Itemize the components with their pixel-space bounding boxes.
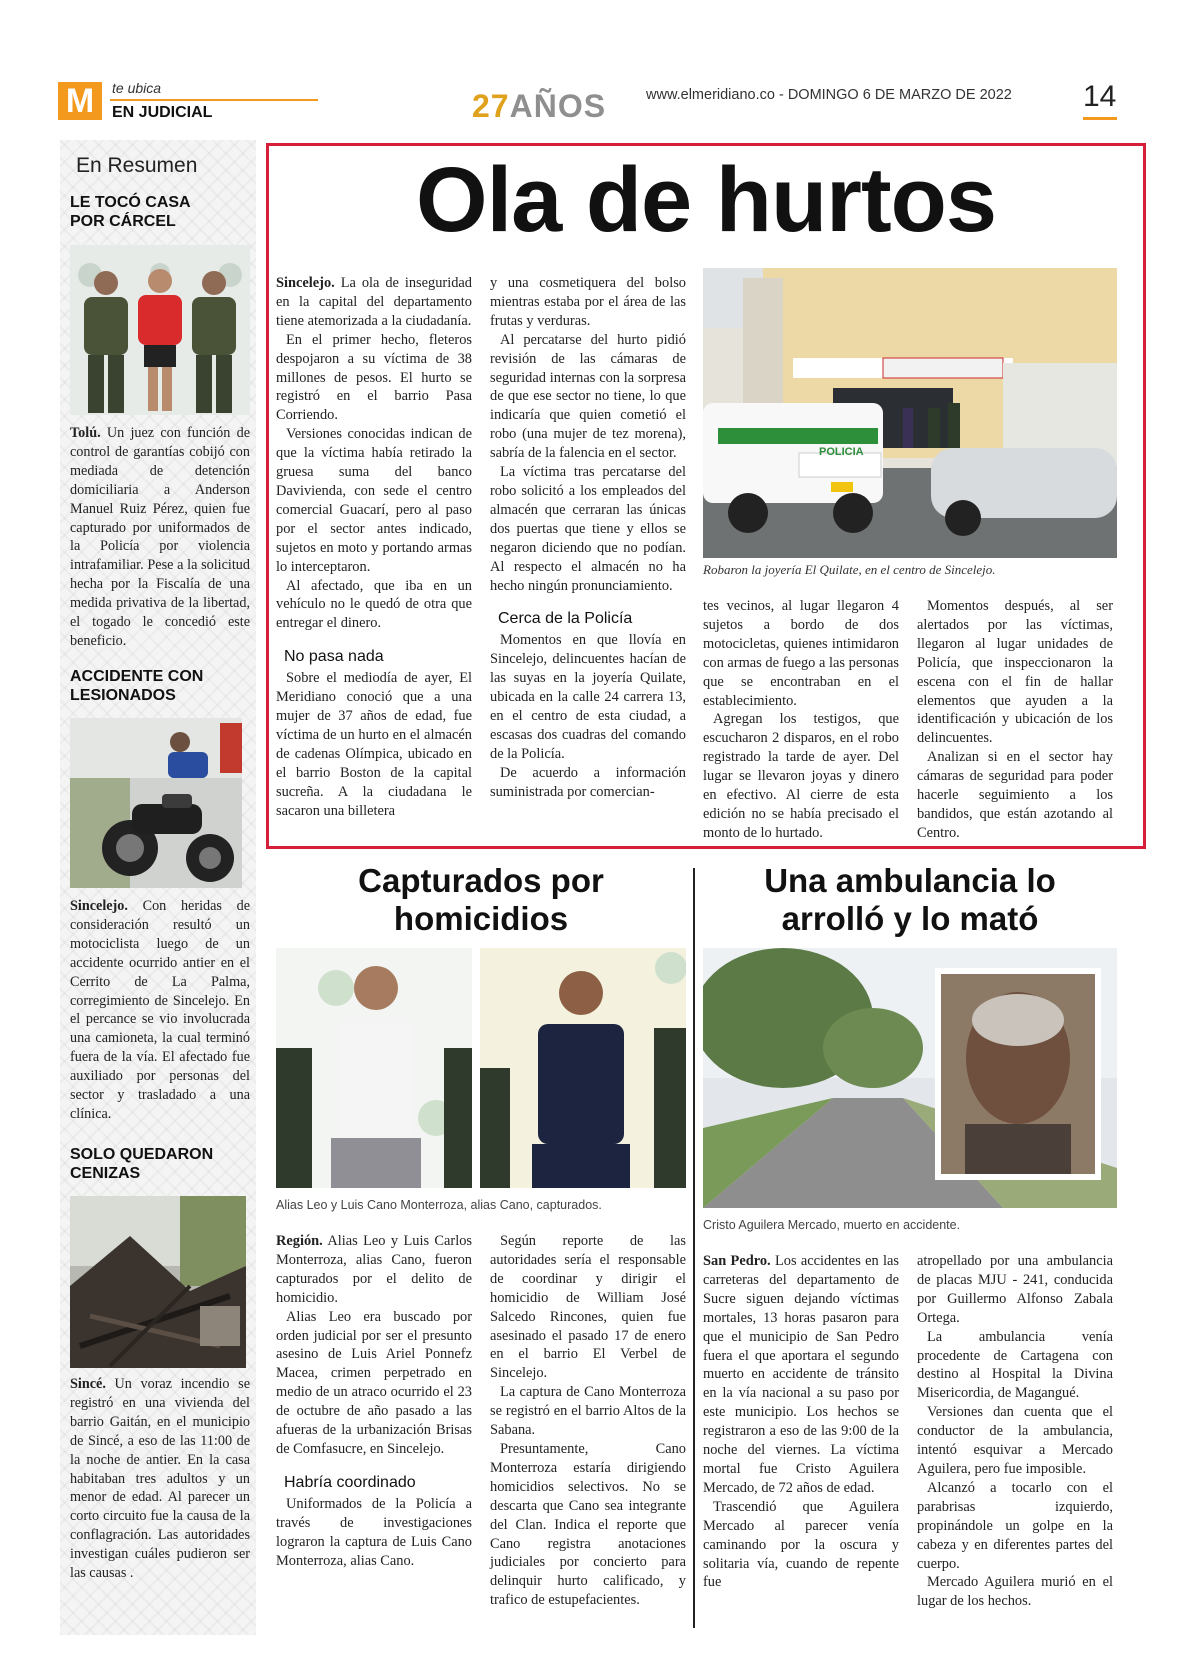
sidebar-heading-2: ACCIDENTE CON LESIONADOS (70, 668, 204, 704)
sidebar-heading-1: LE TOCÓ CASA POR CÁRCEL (70, 194, 191, 230)
subhead-habria-coordinado: Habría coordinado (284, 1473, 416, 1491)
sidebar-text-2: Sincelejo. Con heridas de consideración resultó un motociclista luego de un accidente ocurrido antier en el Cerrito de La Palma, corregimiento de Sincelejo. En el percance se vio involucrada una camioneta, la cual terminó fuera de la vía. El afectado fue auxiliado por personas del sector y trasladado a una clínica. (70, 898, 250, 1122)
subhead-no-pasa-nada: No pasa nada (284, 648, 384, 666)
section-tagline: te ubica (112, 80, 162, 96)
ambulance-column-1: San Pedro. Los accidentes en las carreteras del departamento de Sucre siguen dejando víctimas mortales, 13 horas pasaron para que el municipio de San Pedro fuera el que aportara el segundo muerto en accidente de tránsito en la vía nacional a su paso por este municipio. Los hechos se registraron a eso de las 9:00 de la noche del viernes. La víctima mortal fue Cristo Aguilera Mercado, de 72 años de edad. Trascendió que Aguilera Mercado al parecer venía caminando por la oscura y solitaria vía, cuando de repente fue (703, 1253, 900, 1591)
dateline: www.elmeridiano.co - DOMINGO 6 DE MARZO DE 2022 (646, 87, 1012, 103)
story-ambulance-headline: Una ambulancia lo arrolló y lo mató (764, 862, 1056, 937)
section-name: EN JUDICIAL (112, 104, 213, 121)
subhead-cerca-policia: Cerca de la Policía (498, 610, 633, 628)
anniversary-logo: 27AÑOS (472, 88, 607, 124)
page-number: 14 (1083, 80, 1117, 113)
ambulance-photo-caption: Cristo Aguilera Mercado, muerto en accidente. (703, 1218, 961, 1232)
photo-detainee (70, 245, 250, 415)
main-photo-caption: Robaron la joyería El Quilate, en el centro de Sincelejo. (703, 562, 996, 577)
section-underline (110, 99, 318, 101)
captures-column-1: Región. Alias Leo y Luis Carlos Monterroza, alias Cano, fueron capturados por el delito de homicidio. Alias Leo era buscado por orden judicial por ser el presunto asesino de Luis Ariel Ponnefz Macea, crimen perpetrado en medio de un atraco ocurrido el 23 de octubre de año pasado a las afueras de la urbanización Brisas de Comfasucre, en Sincelejo. Habría coordinado Uniformados de la Policía a través de investigaciones lograron la captura de Luis Cano Monterroza, alias Cano. (276, 1233, 472, 1569)
captures-photo-caption: Alias Leo y Luis Cano Monterroza, alias Cano, capturados. (276, 1198, 602, 1212)
ambulance-column-2: atropellado por una ambulancia de placas MJU - 241, conducida por Guillermo Alfonso Zabala Ortega. La ambulancia venía procedente de Cartagena con destino al Hospital la Divina Misericordia, de Magangué. Versiones dan cuenta que el conductor de la ambulancia, intentó esquivar a Mercado Aguilera, pero fue imposible. Alcanzó a tocarlo con el parabrisas izquierdo, propinándole un golpe en la cabeza y en diferentes partes del cuerpo. Mercado Aguilera murió en el lugar de los hechos. (917, 1253, 1113, 1610)
main-column-1: Sincelejo. La ola de inseguridad en la capital del departamento tiene atemorizada a la ciudadanía. En el primer hecho, fleteros despojaron a su víctima de 38 millones de pesos. El hurto se registró en el barrio Pasa Corriendo. Versiones conocidas indican de que la víctima había retirado la gruesa suma del banco Davivienda, con sede el centro comercial Guacarí, pero al paso por el sector antes indicado, sujetos en moto y portando armas lo interceptaron. Al afectado, que iba en un vehículo no le quedó de otra que entregar el dinero. No pasa nada Sobre el mediodía de ayer, El Meridiano conoció que a una mujer de 37 años de edad, fue víctima de un hurto en el almacén de cadenas Olímpica, ubicado en el barrio Boston de la capital sucreña. A la ciudadana le sacaron una billetera (276, 275, 472, 819)
police-car-sign: POLICIA (819, 446, 864, 458)
sidebar-title: En Resumen (76, 154, 198, 177)
story-captures-headline: Capturados por homicidios (358, 862, 604, 937)
photo-captured-men (276, 948, 686, 1188)
sidebar-text-1: Tolú. Un juez con función de control de garantías cobijó con mediada de detención domiciliaria a Anderson Manuel Ruiz Pérez, quien fue capturado por uniformados de la Policía por violencia intrafamiliar. Pese a la solicitud hecha por la Fiscalía de una medida privativa de la libertad, el togado le concedió este beneficio. (70, 425, 250, 649)
newspaper-logo: M (58, 82, 102, 120)
page-number-underline (1083, 117, 1117, 120)
captures-column-2: Según reporte de las autoridades sería el responsable de coordinar y dirigir el homicidio de William José Salcedo Rincones, quien fue asesinado el pasado 17 de enero en el barrio El Verbel de Sincelejo. La captura de Cano Monterroza se registró en el barrio Altos de la Sabana. Presuntamente, Cano Monterroza estaría dirigiendo homicidios selectivos. No se descarta que Cano sea integrante del Clan. Indica el reporte que Cano registra anotaciones judiciales por concierto para delinquir hurto calificado, y trafico de estupefacientes. (490, 1233, 686, 1609)
main-column-2: y una cosmetiquera del bolso mientras estaba por el área de las frutas y verduras. Al percatarse del hurto pidió revisión de las cámaras de seguridad internas con la sorpresa de que ese sector no tiene, lo que indicaría que quien cometió el robo (una mujer de tez morena), sabría de la falencia en el sector. La víctima tras percatarse del robo solicitó a los empleados del almacén que cerraran las únicas dos puertas que tiene y ellos se negaron diciendo que no podían. Al respecto el almacén no ha hecho ningún pronunciamiento. Cerca de la Policía Momentos en que llovía en Sincelejo, delincuentes hacían de las suyas en la joyería Quilate, ubicada en la calle 24 carrera 13, en el centro de esta ciudad, a escasas dos cuadras del comando de la Policía. De acuerdo a información suministrada por comercian- (490, 275, 686, 800)
main-column-3: tes vecinos, al lugar llegaron 4 sujetos a bordo de dos motocicletas, quienes intimidaron con armas de fuego a las personas que se encontraban en el establecimiento. Agregan los testigos, que escucharon 2 disparos, en el robo registrado la tarde de ayer. Del lugar se llevaron joyas y dinero en efectivo. Al cierre de esta edición no se había precisado el monto de lo hurtado. (703, 598, 899, 841)
sidebar-text-3: Sincé. Un voraz incendio se registró en una vivienda del barrio Gaitán, en el municipio de Sincé, a eso de las 11:00 de la noche de antier. En la casa habitaban tres adultos y un menor de edad. Al parecer un corto circuito fue la causa de la conflagración. Las autoridades investigan cuáles pudieron ser las causas . (70, 1376, 250, 1582)
main-column-4: Momentos después, al ser alertados por las víctimas, llegaron al lugar unidades de Policía, que inspeccionaron la escena con el fin de hallar elementos que ayuden a la identificación y ubicación de los delincuentes. Analizan si en el sector hay cámaras de seguridad para poder hacerle seguimiento a los bandidos, que están azotando al Centro. (917, 598, 1113, 841)
photo-robbery-scene (703, 268, 1117, 558)
column-divider (693, 868, 695, 1628)
photo-burned-house (70, 1196, 246, 1368)
photo-road-and-victim (703, 948, 1117, 1208)
main-headline: Ola de hurtos (416, 149, 996, 251)
sidebar-heading-3: SOLO QUEDARON CENIZAS (70, 1146, 214, 1182)
photo-motorcycle-accident (70, 718, 242, 888)
